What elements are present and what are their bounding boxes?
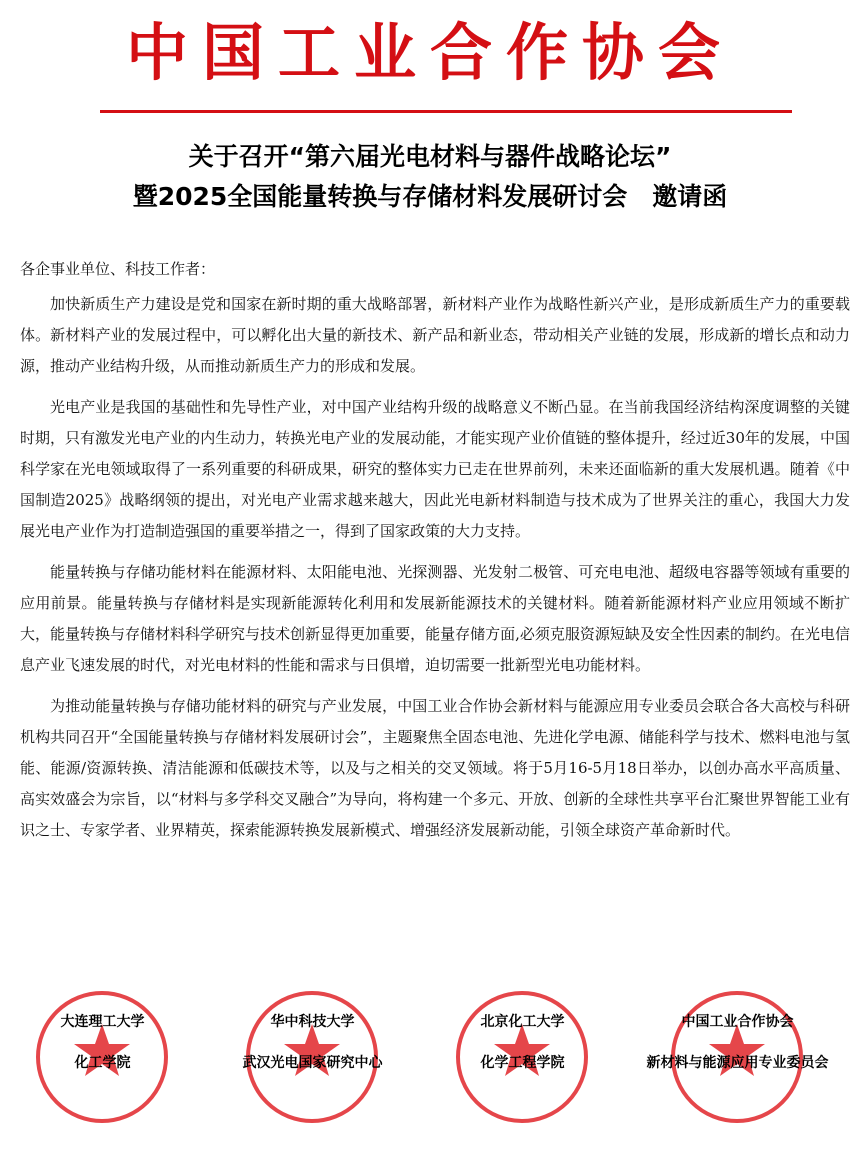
body-paragraph-1: 加快新质生产力建设是党和国家在新时期的重大战略部署，新材料产业作为战略性新兴产业，是形成新质生产力的重要载体。新材料产业的发展过程中，可以孵化出大量的新技术、新产品和新业态，带动相关产业链的发展，形成新的增长点和动力源，推动产业结构升级，从而推动新质生产力的形成和发展。 (20, 295, 850, 375)
signatory-unit: 武汉光电国家研究中心 (242, 1055, 383, 1071)
document-title-line-1: 关于召开“第六届光电材料与器件战略论坛” (188, 142, 672, 171)
signatory-name: 大连理工大学 (60, 1014, 145, 1030)
signatory-name: 北京化工大学 (480, 1014, 565, 1030)
document-title-line-2: 暨2025全国能量转换与存储材料发展研讨会 邀请函 (132, 182, 728, 211)
signatory-unit: 化工学院 (74, 1055, 131, 1071)
signatory-dut (0, 984, 205, 1134)
signatory-unit: 化学工程学院 (480, 1055, 565, 1071)
signatory-hust (210, 984, 415, 1134)
header-divider (100, 110, 792, 113)
body-paragraph-2: 光电产业是我国的基础性和先导性产业，对中国产业结构升级的战略意义不断凸显。在当前我国经济结构深度调整的关键时期，只有激发光电产业的内生动力，转换光电产业的发展动能，才能实现产业价值链的整体提升，经过近30年的发展，中国科学家在光电领域取得了一系列重要的科研成果，研究的整体实力已走在世界前列，未来还面临新的重大发展机遇。随着《中国制造2025》战略纲领的提出，对光电产业需求越来越大，因此光电新材料制造与技术成为了世界关注的重心，我国大力发展光电产业作为打造制造强国的重要举措之一，得到了国家政策的大力支持。 (20, 398, 850, 540)
org-header-title: 中国工业合作协会 (125, 16, 734, 89)
body-paragraph-4: 为推动能量转换与存储功能材料的研究与产业发展，中国工业合作协会新材料与能源应用专业委员会联合各大高校与科研机构共同召开“全国能量转换与存储材料发展研讨会”，主题聚焦全固态电池、先进化学电源、储能科学与技术、燃料电池与氢能、能源/资源转换、清洁能源和低碳技术等，以及与之相关的交叉领域。将于5月16-5月18日举办，以创办高水平高质量、高实效盛会为宗旨，以“材料与多学科交叉融合”为导向，将构建一个多元、开放、创新的全球性共享平台汇聚世界智能工业有识之士、专家学者、业界精英，探索能源转换发展新模式、增强经济发展新动能，引领全球资产革命新时代。 (20, 697, 850, 839)
letter-body (20, 289, 850, 856)
signatory-name: 华中科技大学 (270, 1014, 355, 1030)
signatory-unit: 新材料与能源应用专业委员会 (646, 1055, 829, 1071)
signatory-name: 中国工业合作协会 (681, 1014, 794, 1030)
body-paragraph-3: 能量转换与存储功能材料在能源材料、太阳能电池、光探测器、光发射二极管、可充电电池、超级电容器等领域有重要的应用前景。能量转换与存储材料是实现新能源转化利用和发展新能源技术的关键材料。随着新能源材料产业应用领域不断扩大，能量转换与存储材料科学研究与技术创新显得更加重要，能量存储方面,必须克服资源短缺及安全性因素的制约。在光电信息产业飞速发展的时代，对光电材料的性能和需求与日俱增，迫切需要一批新型光电功能材料。 (20, 563, 850, 674)
signatory-buct (420, 984, 625, 1134)
signatory-cica (635, 984, 840, 1134)
salutation: 各企事业单位、科技工作者： (20, 260, 216, 278)
